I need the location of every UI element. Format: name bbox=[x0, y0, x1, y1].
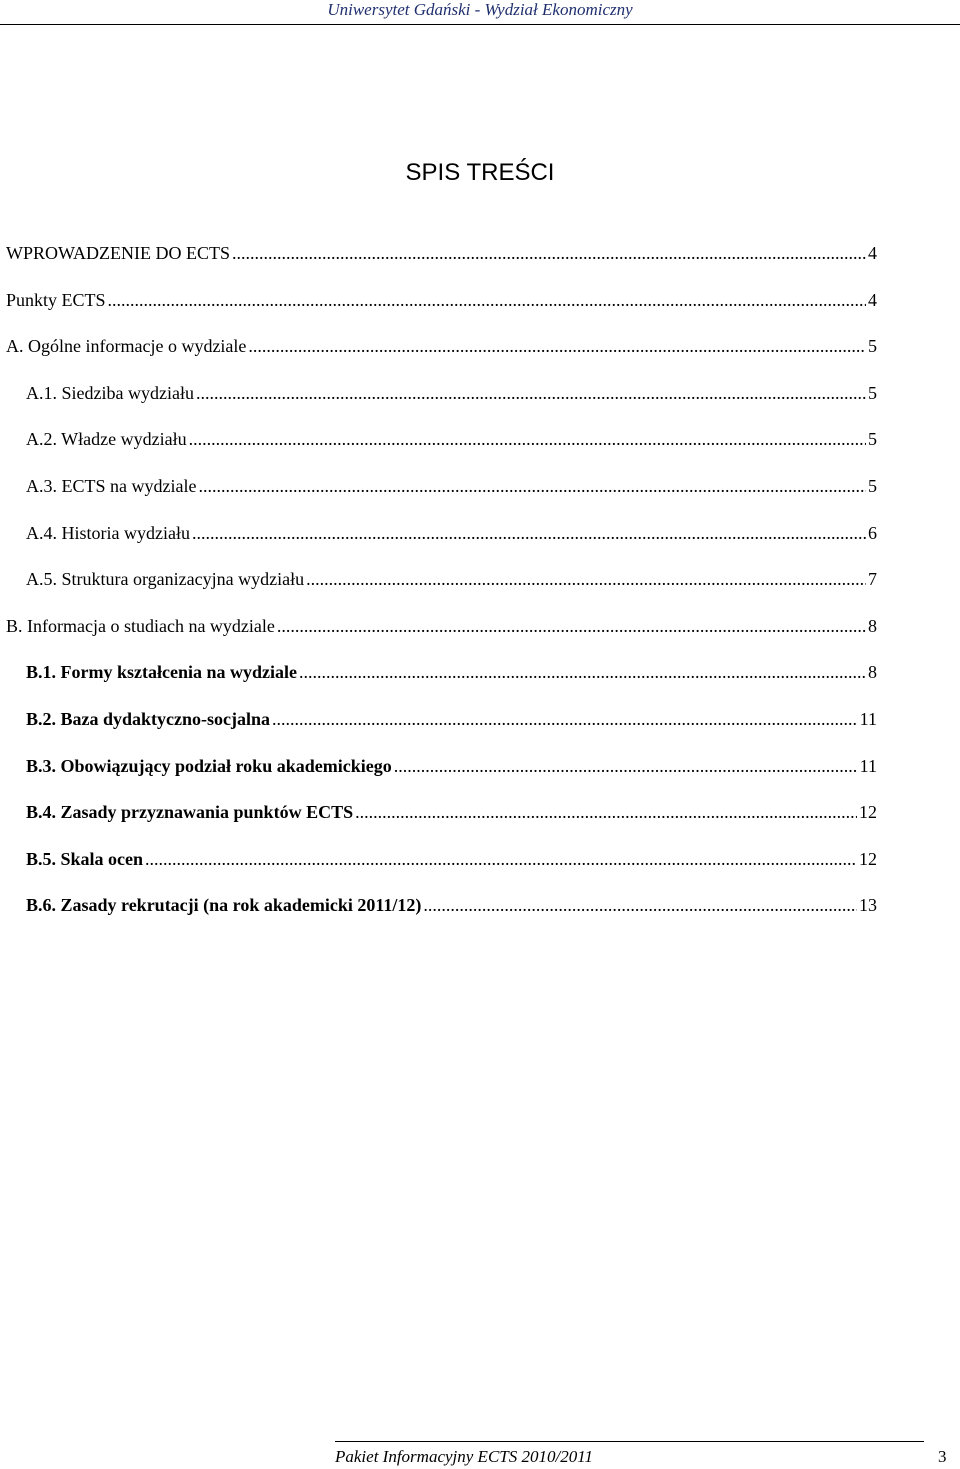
toc-entry-page: 5 bbox=[868, 429, 877, 449]
toc-entry[interactable] bbox=[26, 845, 877, 873]
toc-entry-page: 4 bbox=[868, 243, 877, 263]
toc-entry-label: B.6. Zasady rekrutacji (na rok akademicki 2011/12) bbox=[26, 895, 422, 915]
toc-entry-page: 12 bbox=[859, 802, 877, 822]
toc-entry-label: A.3. ECTS na wydziale bbox=[26, 476, 197, 496]
toc-dot-leader bbox=[192, 519, 866, 547]
toc-entry-label: A.4. Historia wydziału bbox=[26, 523, 190, 543]
toc-entry-page: 5 bbox=[868, 336, 877, 356]
toc-dot-leader bbox=[355, 798, 857, 826]
toc-entry[interactable] bbox=[26, 705, 877, 733]
toc-dot-leader bbox=[189, 425, 866, 453]
toc-dot-leader bbox=[248, 332, 866, 360]
toc-entry[interactable] bbox=[26, 519, 877, 547]
toc-dot-leader bbox=[232, 239, 866, 267]
toc-entry-label: Punkty ECTS bbox=[6, 290, 106, 310]
toc-entry-label: A. Ogólne informacje o wydziale bbox=[6, 336, 247, 356]
toc-dot-leader bbox=[108, 286, 866, 314]
toc-dot-leader bbox=[145, 845, 857, 873]
toc-dot-leader bbox=[423, 891, 857, 919]
toc-entry-page: 8 bbox=[868, 616, 877, 636]
toc-entry-label: B.4. Zasady przyznawania punktów ECTS bbox=[26, 802, 354, 822]
toc-entry-label: B.1. Formy kształcenia na wydziale bbox=[26, 662, 297, 682]
toc-entry-label: WPROWADZENIE DO ECTS bbox=[6, 243, 230, 263]
toc-entry[interactable] bbox=[26, 565, 877, 593]
toc-dot-leader bbox=[277, 612, 866, 640]
toc-entry-page: 11 bbox=[859, 709, 877, 729]
toc-entry[interactable] bbox=[6, 332, 877, 360]
toc-entry[interactable] bbox=[6, 286, 877, 314]
toc-entry-page: 11 bbox=[859, 756, 877, 776]
toc-dot-leader bbox=[394, 752, 858, 780]
toc-entry-label: A.2. Władze wydziału bbox=[26, 429, 187, 449]
toc-entry-page: 7 bbox=[868, 569, 877, 589]
footer-divider bbox=[335, 1441, 924, 1442]
toc-dot-leader bbox=[196, 379, 866, 407]
toc-entry-label: B. Informacja o studiach na wydziale bbox=[6, 616, 275, 636]
toc-entry-page: 6 bbox=[868, 523, 877, 543]
toc-dot-leader bbox=[198, 472, 866, 500]
toc-dot-leader bbox=[272, 705, 858, 733]
toc-entry-page: 5 bbox=[868, 383, 877, 403]
toc-entry-page: 8 bbox=[868, 662, 877, 682]
toc-entry[interactable] bbox=[26, 891, 877, 919]
toc-entry-page: 4 bbox=[868, 290, 877, 310]
toc-entry[interactable] bbox=[26, 752, 877, 780]
header-title: Uniwersytet Gdański - Wydział Ekonomiczny bbox=[327, 0, 633, 19]
toc-entry-label: B.5. Skala ocen bbox=[26, 849, 144, 869]
toc-entry[interactable] bbox=[26, 798, 877, 826]
toc-entry-label: A.1. Siedziba wydziału bbox=[26, 383, 194, 403]
toc-entry[interactable] bbox=[6, 612, 877, 640]
page-header bbox=[0, 0, 960, 26]
toc-entry[interactable] bbox=[26, 379, 877, 407]
toc-entry-page: 5 bbox=[868, 476, 877, 496]
toc-entry[interactable] bbox=[26, 658, 877, 686]
toc-dot-leader bbox=[299, 658, 866, 686]
toc-entry[interactable] bbox=[26, 425, 877, 453]
toc-entry-label: A.5. Struktura organizacyjna wydziału bbox=[26, 569, 305, 589]
header-divider bbox=[0, 24, 960, 25]
toc-entry-label: B.2. Baza dydaktyczno-socjalna bbox=[26, 709, 271, 729]
toc-entry[interactable] bbox=[6, 239, 877, 267]
toc-entry-label: B.3. Obowiązujący podział roku akademickiego bbox=[26, 756, 392, 776]
toc-entry-page: 12 bbox=[859, 849, 877, 869]
toc-entry[interactable] bbox=[26, 472, 877, 500]
page-title: SPIS TREŚCI bbox=[405, 159, 555, 186]
page-number: 3 bbox=[938, 1447, 947, 1466]
toc-dot-leader bbox=[306, 565, 866, 593]
toc-entry-page: 13 bbox=[859, 895, 877, 915]
footer-title: Pakiet Informacyjny ECTS 2010/2011 bbox=[335, 1447, 593, 1466]
